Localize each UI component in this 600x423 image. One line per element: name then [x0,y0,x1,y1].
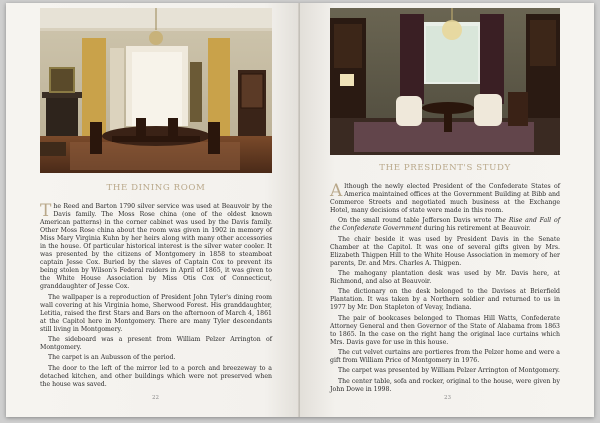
right-page [300,3,594,417]
paragraph: The Reed and Barton 1790 silver service was used at Beauvoir by the Davis family. The Moss Rose china (one of the oldest known American patterns) in the corner cabinet was used by the Davis family. Other Moss Rose china about the room was given in 1902 in memory of Miss Mary Virginia Kuhn by her heirs along with many other accessories in the house. Of particular historical interest is the silver water cooler. It was presented by the citizens of Montgomery in 1858 to steamboat captain Jesse Cox. Buried by the slaves of Captain Cox to prevent its being stolen by Wilson's Federal raiders in April of 1865, it was given to the White House Association by Miss Otis Cox of Connecticut, granddaughter of Jesse Cox. [40,201,272,291]
paragraph: The sideboard was a present from William Pelzer Arrington of Montgomery. [40,336,272,352]
paragraph: The carpet was presented by William Pelzer Arrington of Montgomery. [338,367,560,375]
drop-cap: A [330,181,343,201]
paragraph: The chair beside it was used by President Davis in the Senate Chamber at the Capitol. It was one of several gifts given by Mrs. Elizabeth Thigpen Hill to the White House Association in memory of her parents, Dr. and Mrs. Charles A. Thigpen. [330,235,560,267]
page-number: 23 [444,395,451,401]
paragraph: The door to the left of the mirror led to a porch and breezeway to a detached kitchen, and other buildings which were not preserved when the house was saved. [40,364,272,388]
paragraph: On the small round table Jefferson Davis wrote The Rise and Fall of the Confederate Government during his retirement at Beauvoir. [330,217,560,233]
paragraph: The center table, sofa and rocker, original to the house, were given by John Dowe in 1998. [330,377,560,393]
page-number: 22 [152,395,159,401]
paragraph: The pair of bookcases belonged to Thomas Hill Watts, Confederate Attorney General and then Governor of the State of Alabama from 1863 to 1865. In the case on the right hang the original lace curtains which Mrs. Davis gave for use in this house. [330,314,560,346]
study-caption: THE PRESIDENT'S STUDY [379,163,511,173]
paragraph: The cut velvet curtains are portieres from the Pelzer home and were a gift from William Price of Montgomery in 1976. [330,349,560,365]
paragraph: Although the newly elected President of the Confederate States of America maintained offices at the Government Building at Bibb and Commerce Streets and negotiated much business at the Exchange Hotel, many decisions of state were made in this room. [330,181,560,215]
paragraph: The carpet is an Aubusson of the period. [48,354,176,362]
book-spread [6,3,594,417]
study-text [330,183,560,396]
dining-room-photo [40,8,272,173]
dining-room-caption: THE DINING ROOM [106,183,206,193]
study-photo [330,8,560,155]
paragraph: The mahogany plantation desk was used by Mr. Davis here, at Richmond, and also at Beauvoir. [330,270,560,286]
dining-room-text [40,203,272,391]
drop-cap: T [40,201,52,221]
paragraph: The dictionary on the desk belonged to the Davises at Brierfield Plantation. It was taken by a Northern soldier and returned to us in 1977 by Mr. Don Stapleton of Vevay, Indiana. [330,288,560,312]
paragraph: The wallpaper is a reproduction of President John Tyler's dining room wall covering at his Virginia home, Sherwood Forest. His granddaughter, Letitia, raised the first Stars and Bars on the afternoon of March 4, 1861 at the Capitol here in Montgomery. There are many Tyler descendants still living in Montgomery. [40,293,272,333]
left-page [6,3,300,417]
book-title: The Rise and Fall of the Confederate Government [330,217,560,233]
